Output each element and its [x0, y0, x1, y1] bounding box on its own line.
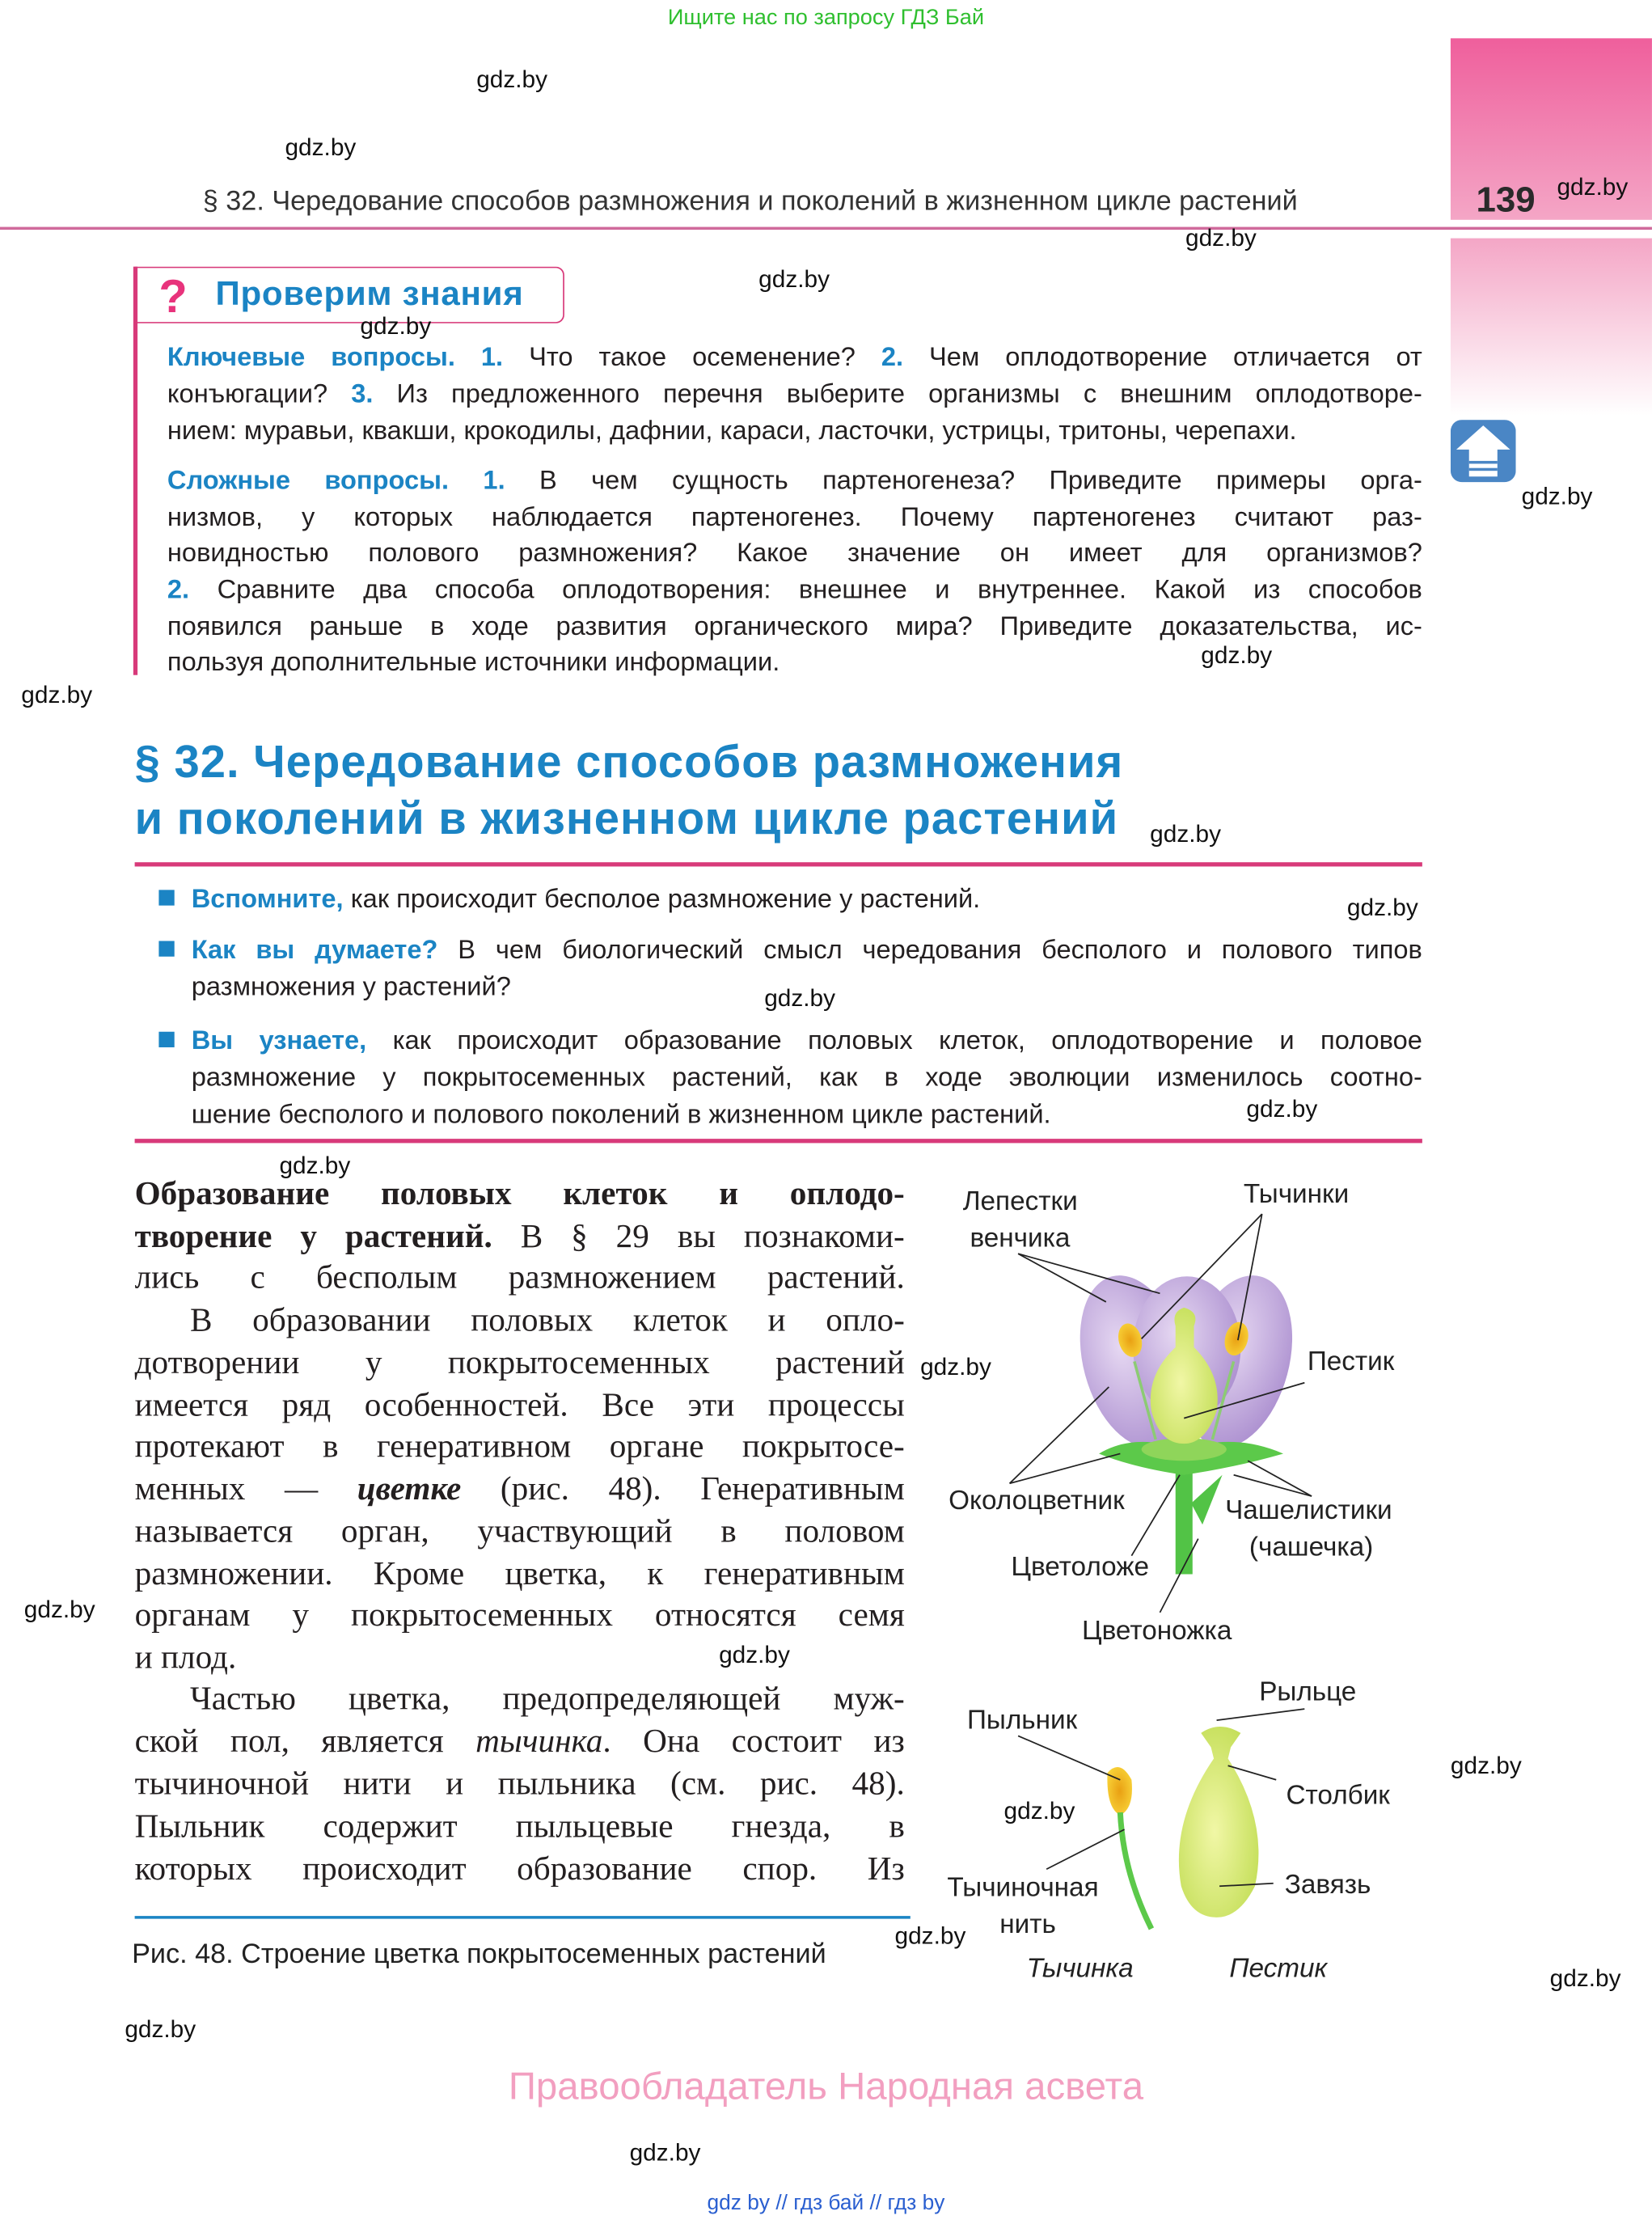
label-filament: Тычиночная	[947, 1872, 1099, 1903]
footer-separator: //	[775, 2191, 788, 2216]
label-pistil-title: Пестик	[1229, 1953, 1328, 1984]
running-header: § 32. Чередование способов размножения и поколений в жизненном цикле растений	[202, 185, 1298, 218]
question-text: Сравните два способа оплодотворения: внешнее и внутреннее. Какой из способов	[189, 573, 1422, 604]
watermark: gdz.by	[719, 1641, 790, 1669]
label-pistil: Пестик	[1307, 1346, 1395, 1376]
bullet-text: как происходит образование половых клеток, оплодотворение и половое	[366, 1025, 1422, 1055]
watermark: gdz.by	[629, 2139, 701, 2167]
watermark: gdz.by	[764, 984, 836, 1013]
watermark: gdz.by	[23, 1596, 95, 1623]
label-receptacle: Цветоложе	[1011, 1552, 1150, 1583]
watermark: gdz.by	[1150, 820, 1222, 848]
bullet-label: Как вы думаете?	[191, 934, 438, 964]
body-line: имеется ряд особенностей. Все эти процессы	[134, 1387, 905, 1425]
watermark: gdz.by	[1003, 1797, 1075, 1825]
label-style: Столбик	[1286, 1780, 1390, 1811]
label-stamens: Тычинки	[1243, 1179, 1350, 1210]
promo-banner[interactable]: Ищите нас по запросу ГДЗ Бай	[667, 6, 985, 30]
body-line: тычиночной нити и пыльника (см. рис. 48).	[134, 1765, 905, 1803]
watermark: gdz.by	[1557, 173, 1629, 201]
label-stamen-title: Тычинка	[1026, 1953, 1134, 1984]
body-line: В образовании половых клеток и опло-	[189, 1302, 905, 1339]
bullet-text: размножение у покрытосеменных растений, как в ходе эволюции изменилось соотно-	[191, 1061, 1422, 1092]
bullet-text: В чем биологический смысл чередования бесполого и полового типов	[437, 934, 1422, 964]
question-number: 2.	[167, 573, 190, 604]
bullet-text: как происходит бесполое размножение у растений.	[343, 882, 981, 913]
question-number: 1.	[480, 341, 504, 371]
watermark: gdz.by	[1201, 641, 1273, 669]
body-line: называется орган, участвующий в половом	[134, 1513, 905, 1551]
footer-link[interactable]: gdz by	[707, 2191, 771, 2216]
page-number: 139	[1476, 180, 1536, 220]
watermark: gdz.by	[894, 1922, 966, 1950]
label-petals: венчика	[970, 1223, 1071, 1254]
label-filament: нить	[999, 1909, 1056, 1940]
watermark: gdz.by	[476, 66, 548, 93]
question-text: пользуя дополнительные источники информации.	[167, 646, 780, 676]
label-petals: Лепестки	[962, 1186, 1078, 1216]
label-pedicel: Цветоножка	[1081, 1616, 1232, 1647]
footer-separator: //	[869, 2191, 882, 2216]
body-line: протекают в генеративном органе покрытосе-	[134, 1428, 905, 1465]
footer-link[interactable]: гдз by	[887, 2191, 945, 2216]
bullet-text: шение бесполого и полового поколений в жизненном цикле растений.	[191, 1098, 1051, 1129]
bullet-label: Вспомните,	[191, 882, 344, 913]
body-text: менных —	[134, 1470, 357, 1508]
body-line: органам у покрытосеменных относятся семя	[134, 1596, 905, 1634]
question-number: 3.	[351, 378, 374, 408]
body-line: и плод.	[134, 1639, 237, 1677]
copyright-notice: Правообладатель Народная асвета	[508, 2065, 1144, 2108]
figure-caption: Рис. 48. Строение цветка покрытосеменных растений	[132, 1939, 826, 1970]
body-line: Пыльник содержит пыльцевые гнезда, в	[134, 1808, 905, 1846]
body-text: . Она состоит из	[602, 1723, 905, 1761]
watermark: gdz.by	[1346, 894, 1418, 921]
question-text: нием: муравьи, квакши, крокодилы, дафнии, караси, ласточки, устрицы, тритоны, черепахи.	[167, 415, 1297, 446]
question-text: конъюгации?	[167, 378, 352, 408]
bullet-label: Вы узнаете,	[191, 1025, 367, 1055]
question-number: 2.	[881, 341, 904, 371]
term-stamen: тычинка	[475, 1723, 603, 1761]
watermark: gdz.by	[758, 265, 830, 294]
question-text: В чем сущность партеногенеза? Приведите примеры орга-	[505, 464, 1422, 495]
bullet-text: размножения у растений?	[191, 970, 511, 1001]
body-text: В § 29 вы познакоми-	[492, 1218, 905, 1256]
label-anther: Пыльник	[966, 1705, 1078, 1736]
body-line: которых происходит образование спор. Из	[134, 1850, 905, 1888]
check-knowledge-title: Проверим знания	[215, 275, 524, 314]
watermark: gdz.by	[1549, 1964, 1621, 1992]
watermark: gdz.by	[1185, 224, 1257, 252]
question-text: низмов, у которых наблюдается партеногенез. Почему партеногенез считают раз-	[167, 501, 1422, 532]
section-title-line: § 32. Чередование способов размножения	[134, 736, 1124, 788]
watermark: gdz.by	[21, 681, 93, 708]
footer-links	[0, 2191, 1652, 2215]
hard-questions-label: Сложные вопросы.	[167, 464, 450, 495]
flower-drawing	[947, 1179, 1394, 1983]
label-stigma: Рыльце	[1259, 1676, 1357, 1707]
question-text: Из предложенного перечня выберите организмы с внешним оплодотворе-	[373, 378, 1422, 408]
question-text: Чем оплодотворение отличается от	[903, 341, 1422, 371]
section-title-line: и поколений в жизненном цикле растений	[134, 793, 1119, 844]
body-line: лись с бесполым размножением растений.	[134, 1259, 905, 1297]
question-text: Что такое осеменение?	[503, 341, 881, 371]
watermark: gdz.by	[285, 133, 357, 162]
body-text: (рис. 48). Генеративным	[461, 1470, 905, 1508]
question-text: новидностью полового размножения? Какое значение он имеет для организмов?	[167, 537, 1422, 567]
body-line: дотворении у покрытосеменных растений	[134, 1344, 905, 1382]
label-sepals: Чашелистики	[1225, 1495, 1392, 1526]
term-flower: цветке	[357, 1470, 462, 1508]
label-calyx: (чашечка)	[1249, 1532, 1374, 1562]
question-number: 1.	[483, 464, 505, 495]
body-line: Образование половых клеток и оплодо-	[134, 1176, 905, 1213]
footer-link[interactable]: гдз бай	[793, 2191, 864, 2216]
key-questions-label: Ключевые вопросы.	[167, 341, 455, 371]
watermark: gdz.by	[920, 1353, 991, 1381]
watermark: gdz.by	[1246, 1095, 1318, 1123]
label-ovary: Завязь	[1284, 1870, 1371, 1901]
question-mark-icon: ?	[158, 269, 188, 323]
watermark: gdz.by	[360, 312, 432, 340]
watermark: gdz.by	[279, 1152, 351, 1180]
question-text: появился раньше в ходе развития органического мира? Приведите доказательства, ис-	[167, 611, 1422, 641]
watermark: gdz.by	[1450, 1752, 1522, 1779]
body-line: размножении. Кроме цветка, к генеративным	[134, 1556, 905, 1593]
body-text: ской пол, является	[134, 1723, 476, 1761]
subheading-text: творение у растений.	[134, 1218, 492, 1256]
label-perianth: Околоцветник	[949, 1485, 1125, 1516]
watermark: gdz.by	[125, 2015, 196, 2044]
watermark: gdz.by	[1521, 483, 1593, 510]
body-line: Частью цветка, предопределяющей муж-	[189, 1681, 905, 1719]
